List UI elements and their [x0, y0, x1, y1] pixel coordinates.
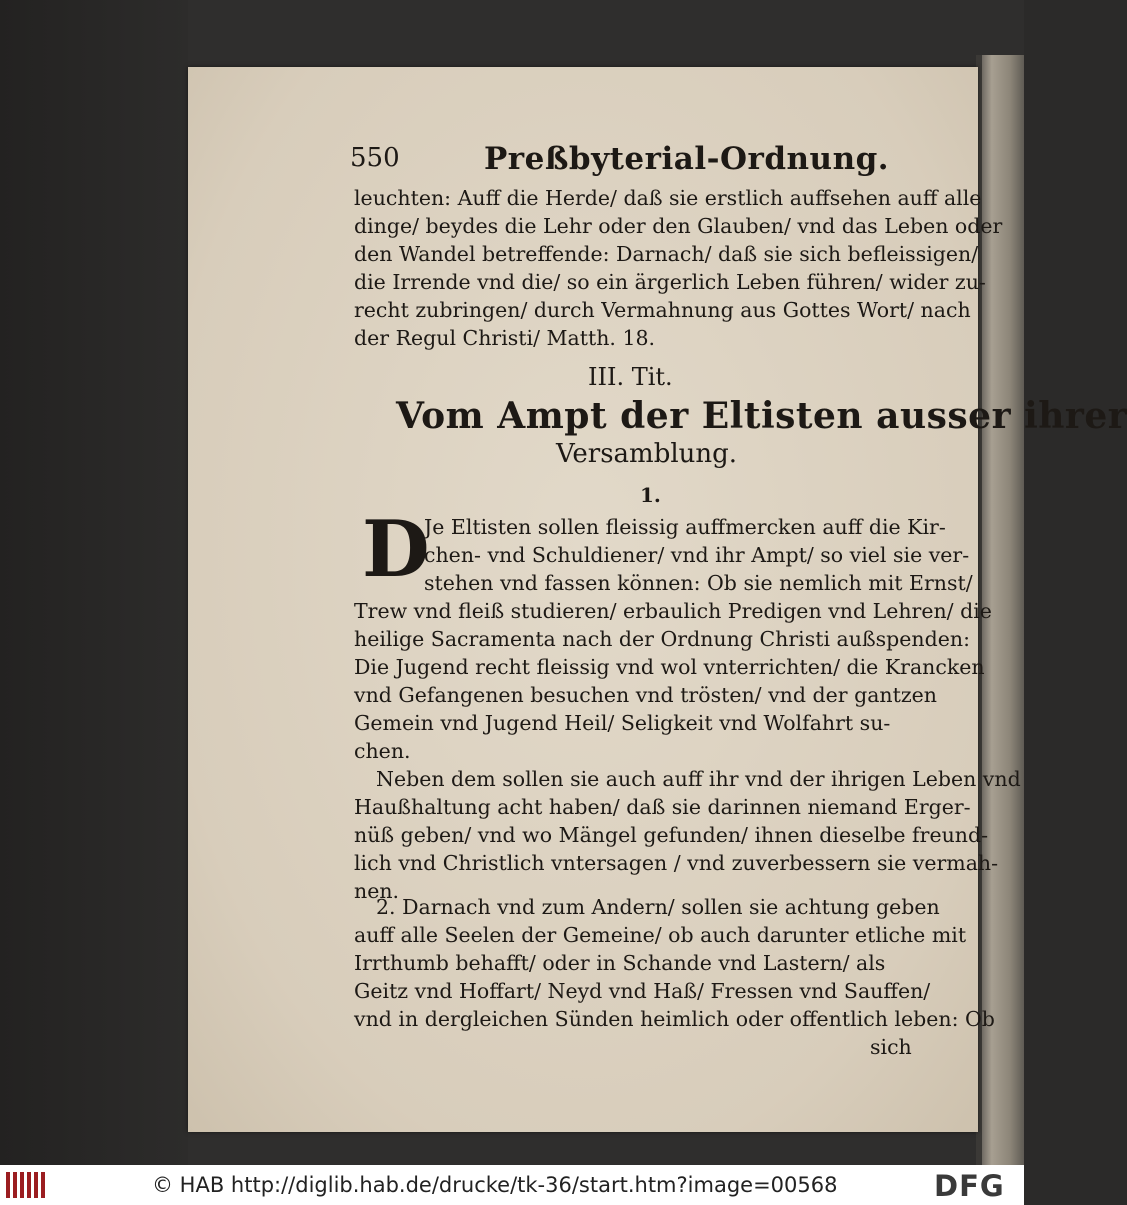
text-line: dinge/ beydes die Lehr oder den Glauben/ vnd das Leben oder [354, 214, 1003, 238]
book-page [188, 67, 1127, 1132]
text-line: den Wandel betreffende: Darnach/ daß sie sich befleissigen/ [354, 242, 979, 266]
text-line: heilige Sacramenta nach der Ordnung Christi außspenden: [354, 627, 971, 651]
catchword: sich [870, 1035, 912, 1059]
text-line: nen. [354, 879, 400, 903]
text-line: die Irrende vnd die/ so ein ärgerlich Leben führen/ wider zu- [354, 270, 986, 294]
hab-logo-icon[interactable] [6, 1172, 48, 1198]
chapter-title: Vom Ampt der Eltisten ausser ihrer [396, 395, 1127, 437]
text-line: Irrthumb behafft/ oder in Schande vnd Lastern/ als [354, 951, 886, 975]
text-line: Die Jugend recht fleissig vnd wol vnterrichten/ die Krancken [354, 655, 985, 679]
footer-bar [0, 1165, 1024, 1205]
text-line: chen- vnd Schuldiener/ vnd ihr Ampt/ so viel sie ver- [424, 543, 970, 567]
scan-background-left [0, 0, 188, 1165]
text-line: auff alle Seelen der Gemeine/ ob auch darunter etliche mit [354, 923, 967, 947]
page-number: 550 [350, 143, 400, 173]
text-line: nüß geben/ vnd wo Mängel gefunden/ ihnen dieselbe freund- [354, 823, 989, 847]
text-line: recht zubringen/ durch Vermahnung aus Gottes Wort/ nach [354, 298, 971, 322]
source-credit-link[interactable]: © HAB http://diglib.hab.de/drucke/tk-36/start.htm?image=00568 [152, 1173, 838, 1197]
dfg-logo[interactable]: DFG [934, 1169, 1005, 1203]
text-line: vnd in dergleichen Sünden heimlich oder offentlich leben: Ob [354, 1007, 995, 1031]
text-line: der Regul Christi/ Matth. 18. [354, 326, 656, 350]
text-line: stehen vnd fassen können: Ob sie nemlich mit Ernst/ [424, 571, 973, 595]
text-line: Haußhaltung acht haben/ daß sie darinnen niemand Erger- [354, 795, 971, 819]
text-line: chen. [354, 739, 411, 763]
chapter-subtitle: Versamblung. [556, 439, 738, 469]
text-line: vnd Gefangenen besuchen vnd trösten/ vnd der gantzen [354, 683, 937, 707]
text-line: Gemein vnd Jugend Heil/ Seligkeit vnd Wolfahrt su- [354, 711, 891, 735]
text-line: Je Eltisten sollen fleissig auffmercken auff die Kir- [424, 515, 946, 539]
drop-capital: D [362, 504, 430, 595]
text-line: leuchten: Auff die Herde/ daß sie erstlich auffsehen auff alle [354, 186, 982, 210]
text-line: lich vnd Christlich vntersagen / vnd zuverbessern sie vermah- [354, 851, 999, 875]
text-line: Trew vnd fleiß studieren/ erbaulich Predigen vnd Lehren/ die [354, 599, 992, 623]
text-line: Neben dem sollen sie auch auff ihr vnd der ihrigen Leben vnd [376, 767, 1021, 791]
text-line: Geitz vnd Hoffart/ Neyd vnd Haß/ Fressen vnd Sauffen/ [354, 979, 931, 1003]
text-line: 2. Darnach vnd zum Andern/ sollen sie achtung geben [376, 895, 940, 919]
running-head: Preßbyterial-Ordnung. [484, 141, 890, 177]
title-number: III. Tit. [588, 363, 673, 391]
section-number: 1. [640, 483, 661, 507]
